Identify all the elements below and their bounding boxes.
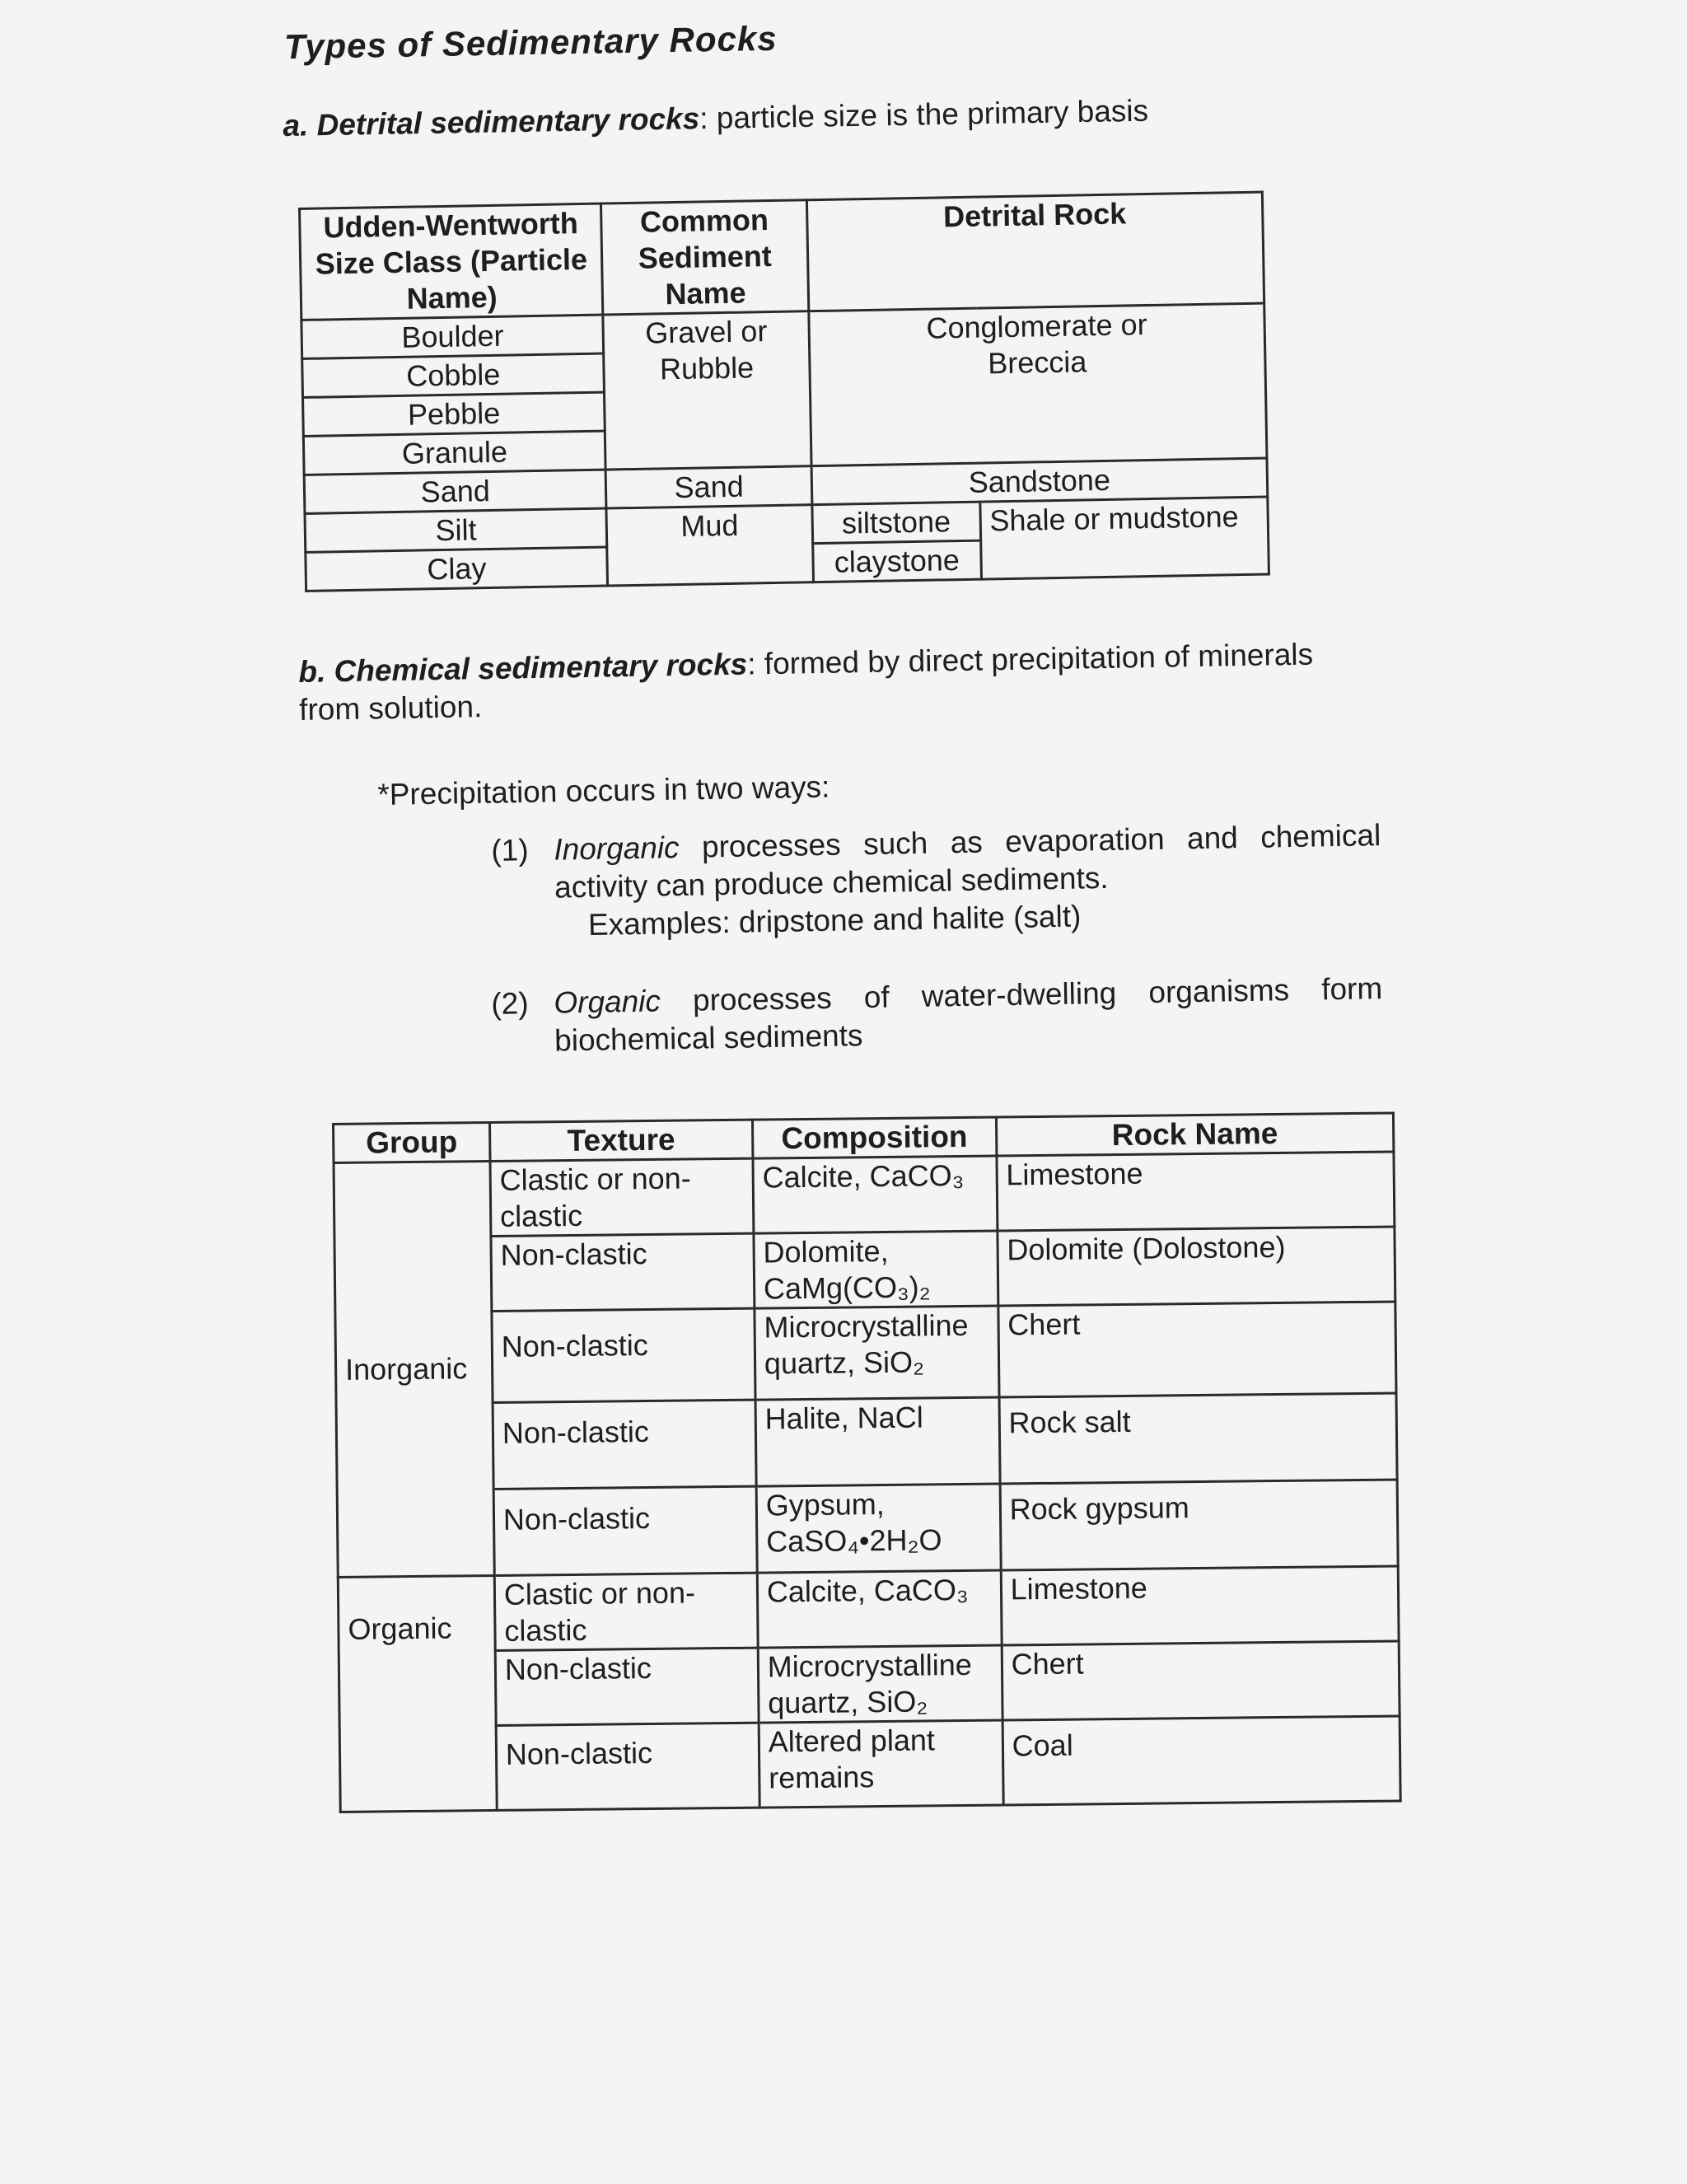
section-a-label: a. Detrital sedimentary rocks — [283, 101, 700, 143]
composition-cell: Microcrystalline quartz, SiO₂ — [758, 1645, 1002, 1723]
sediment-mud: Mud — [606, 505, 813, 586]
section-a-text: : particle size is the primary basis — [699, 93, 1149, 136]
particle-sand: Sand — [304, 470, 606, 513]
texture-cell: Non-clastic — [493, 1486, 757, 1575]
texture-cell: Non-clastic — [496, 1723, 759, 1810]
header-rock-name: Rock Name — [996, 1113, 1394, 1156]
item-number: (1) — [491, 833, 529, 868]
rock-conglomerate: Conglomerate or Breccia — [809, 303, 1267, 466]
header-group: Group — [334, 1122, 490, 1162]
composition-cell: Microcrystalline quartz, SiO₂ — [755, 1306, 999, 1400]
composition-cell: Halite, NaCl — [755, 1397, 1000, 1486]
examples-line: Examples: dripstone and halite (salt) — [587, 899, 1082, 942]
group-organic: Organic — [338, 1575, 497, 1812]
rock-claystone: claystone — [813, 540, 982, 582]
header-size-class: Udden-Wentworth Size Class (Particle Name) — [300, 203, 604, 320]
texture-cell: Clastic or non-clastic — [490, 1158, 754, 1236]
process-item-inorganic — [491, 816, 1382, 946]
section-b-label: b. Chemical sedimentary rocks — [298, 647, 748, 689]
section-b-heading — [298, 634, 1375, 729]
rock-name-cell: Rock gypsum — [1000, 1480, 1398, 1570]
composition-cell: Calcite, CaCO₃ — [753, 1156, 998, 1233]
particle-cobble: Cobble — [302, 353, 605, 397]
particle-silt: Silt — [305, 508, 607, 552]
item-number: (2) — [491, 986, 529, 1021]
texture-cell: Non-clastic — [495, 1648, 759, 1725]
header-texture: Texture — [489, 1120, 752, 1161]
detrital-rock-table — [298, 191, 1270, 592]
composition-cell: Dolomite, CaMg(CO₃)₂ — [754, 1231, 998, 1308]
item-text: processes such as evaporation and chemical activity can produce chemical sediments. — [554, 818, 1381, 905]
header-sediment-name: Common Sediment Name — [601, 200, 809, 315]
texture-cell: Non-clastic — [491, 1233, 755, 1311]
sediment-gravel: Gravel or Rubble — [603, 311, 811, 470]
rock-name-cell: Limestone — [1001, 1566, 1399, 1645]
particle-granule: Granule — [303, 431, 605, 475]
rock-shale: Shale or mudstone — [980, 497, 1269, 579]
rock-name-cell: Chert — [998, 1302, 1396, 1397]
group-inorganic: Inorganic — [334, 1161, 494, 1577]
rock-name-cell: Chert — [1002, 1641, 1400, 1720]
texture-cell: Non-clastic — [493, 1400, 756, 1489]
sediment-sand: Sand — [606, 466, 812, 508]
section-b-text: : formed by direct precipitation of minerals from solution. — [298, 637, 1314, 727]
rock-name-cell: Limestone — [997, 1152, 1395, 1231]
page-title: Types of Sedimentary Rocks — [283, 18, 778, 67]
item-keyword: Inorganic — [554, 830, 680, 867]
rock-name-cell: Dolomite (Dolostone) — [998, 1227, 1395, 1306]
rock-sandstone: Sandstone — [811, 458, 1268, 505]
rock-name-cell: Rock salt — [999, 1393, 1397, 1484]
particle-pebble: Pebble — [303, 392, 605, 436]
particle-boulder: Boulder — [301, 315, 604, 358]
composition-cell: Altered plant remains — [759, 1720, 1003, 1808]
composition-cell: Gypsum, CaSO₄•2H₂O — [756, 1484, 1001, 1573]
precipitation-note: *Precipitation occurs in two ways: — [377, 769, 830, 811]
composition-cell: Calcite, CaCO₃ — [757, 1570, 1002, 1648]
section-a-heading — [283, 92, 1148, 145]
particle-clay: Clay — [306, 547, 608, 591]
rock-siltstone: siltstone — [812, 502, 981, 544]
item-text: processes of water-dwelling organisms form biochemical sediments — [554, 971, 1383, 1058]
rock-name-cell: Coal — [1002, 1716, 1400, 1805]
header-detrital-rock: Detrital Rock — [806, 192, 1264, 311]
header-composition: Composition — [752, 1117, 996, 1158]
item-keyword: Organic — [554, 984, 661, 1020]
texture-cell: Non-clastic — [492, 1308, 755, 1402]
texture-cell: Clastic or non-clastic — [494, 1573, 758, 1650]
chemical-rock-table — [332, 1111, 1402, 1812]
process-item-organic — [491, 970, 1383, 1061]
